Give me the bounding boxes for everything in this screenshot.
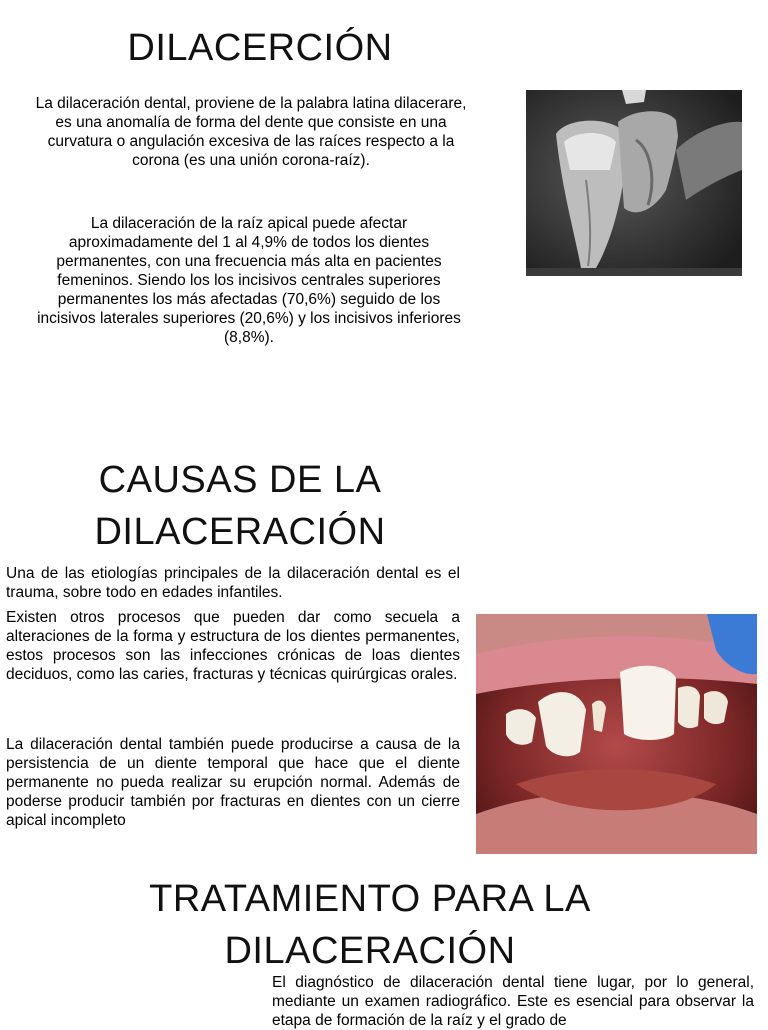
section2-title <box>60 454 420 558</box>
mouth-photo-image <box>476 614 757 854</box>
section3-title <box>100 873 640 977</box>
section2-title-line-1: CAUSAS DE LA <box>98 459 382 501</box>
section2-paragraph-3: La dilaceración dental también puede producirse a causa de la persistencia de un diente temporal que hace que el diente permanente no pueda realizar su erupción normal. Además de poderse producir también por fracturas en dientes con un cierre apical incompleto <box>6 736 460 829</box>
section2-title-line-2: DILACERACIÓN <box>94 511 386 553</box>
section3-paragraph-1: El diagnóstico de dilaceración dental tiene lugar, por lo general, mediante un examen radiográfico. Este es esencial para observar la etapa de formación de la raíz y el grado de <box>272 974 754 1029</box>
section2-paragraph-1: Una de las etiologías principales de la dilaceración dental es el trauma, sobre todo en edades infantiles. <box>6 565 460 601</box>
section3-title-line-2: DILACERACIÓN <box>224 930 516 972</box>
section1-paragraph-1: La dilaceración dental, proviene de la palabra latina dilacerare, es una anomalía de forma del dente que consiste en una curvatura o angulación excesiva de las raíces respecto a la corona (es una unión corona-raíz). <box>35 95 467 169</box>
section2-paragraph-2: Existen otros procesos que pueden dar como secuela a alteraciones de la forma y estructura de los dientes permanentes, estos procesos son las infecciones crónicas de loas dientes deciduos, como las caries, fracturas y técnicas quirúrgicas orales. <box>6 609 460 683</box>
section3-title-line-1: TRATAMIENTO PARA LA <box>149 878 591 920</box>
section1-paragraph-2: La dilaceración de la raíz apical puede afectar aproximadamente del 1 al 4,9% de todos los dientes permanentes, con una frecuencia más alta en pacientes femeninos. Siendo los los incisivos centrales superiores permanentes los más afectadas (70,6%) seguido de los incisivos laterales superiores (20,6%) y los incisivos inferiores (8,8%). <box>37 215 461 346</box>
section1-title: DILACERCIÓN <box>127 27 393 69</box>
dental-xray-image <box>526 90 742 276</box>
